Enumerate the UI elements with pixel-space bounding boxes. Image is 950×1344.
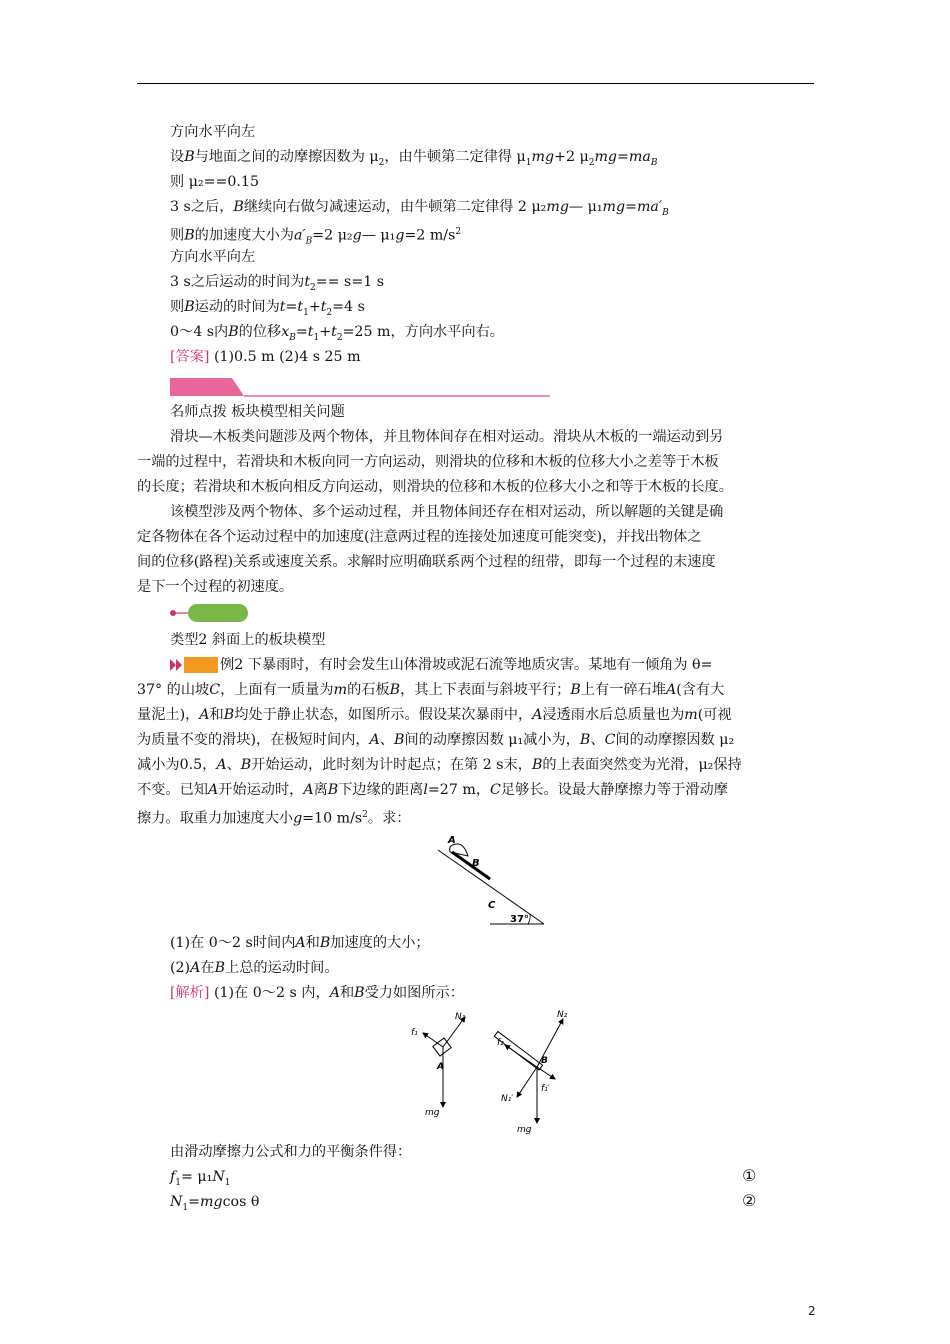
- slope-line: [438, 850, 544, 924]
- example-line: 擦力。取重力加速度大小g=10 $m/s^2$。求：: [137, 810, 411, 827]
- board-b-forces: [494, 1010, 567, 1135]
- bullet-green-pill: [188, 604, 248, 622]
- tips-paragraph-line: 间的位移(路程)关系或速度关系。求解时应明确联系两个过程的纽带，即每一个过程的末速度: [137, 554, 716, 570]
- example-line: 37° 的山坡C，上面有一质量为m的石板B，其上下表面与斜坡平行；B上有一碎石堆A(含有大: [137, 682, 725, 698]
- text-line: 方向水平向左: [170, 124, 256, 140]
- label-n1p: N₁′: [501, 1094, 514, 1104]
- arrow-f1p: [537, 1067, 555, 1079]
- board-b: [452, 852, 490, 879]
- tips-paragraph-line: 是下一个过程的初速度。: [137, 579, 294, 595]
- label-c: C: [488, 900, 496, 911]
- answer-tag: [答案]: [170, 349, 210, 365]
- equation-1: $f_1= \mu_1N_1$: [170, 1169, 231, 1188]
- equation-2-number: ②: [742, 1191, 757, 1210]
- equation-1-number: ①: [742, 1166, 757, 1185]
- block-a-forces: [411, 1012, 466, 1118]
- text-line: 方向水平向左: [170, 249, 256, 265]
- example-line: 减小为0.5，A、B开始运动，此时刻为计时起点；在第 2 s末，B的上表面突然变为光滑，μ₂保持: [137, 757, 742, 773]
- example-line: 不变。已知A开始运动时，A离B下边缘的距离l=27 m，C足够长。设最大静摩擦力等于滑动摩: [137, 782, 728, 798]
- tips-paragraph-line: 滑块—木板类问题涉及两个物体，并且物体间存在相对运动。滑块从木板的一端运动到另: [170, 429, 724, 445]
- label-n2: N₂: [557, 1010, 568, 1020]
- label-angle: 37°: [510, 914, 529, 925]
- question-line: (1)在 0～2 s时间内A和B加速度的大小；: [170, 935, 430, 951]
- label-n1: N₁: [455, 1012, 466, 1022]
- block-a: [433, 1038, 451, 1056]
- label-f1p: f₁′: [541, 1084, 550, 1094]
- label-b2: B: [541, 1056, 548, 1066]
- bullet-dot: [170, 610, 176, 616]
- label-b: B: [472, 858, 480, 869]
- text-line: 设B与地面之间的动摩擦因数为 $\mu_2$，由牛顿第二定律得 $\mu_1mg+2$ $\mu_2mg=ma_B$: [170, 149, 658, 168]
- text-line: 则B运动的时间为$t=t_1+t_2=4$ s: [170, 299, 365, 318]
- text-line: 0～4 s内B的位移$x_B=t_1+t_2=25$ m，方向水平向右。: [170, 324, 504, 343]
- equation-2: $N_1=mgcos$ θ: [170, 1194, 260, 1213]
- marker-arrow-2: [176, 659, 182, 671]
- tips-paragraph-line: 一端的过程中，若滑块和木板向同一方向运动，则滑块的位移和木板的位移大小之差等于木板: [137, 454, 719, 470]
- tips-paragraph-line: 定各物体在各个运动过程中的加速度(注意两过程的连接处加速度可能突变)，并找出物体之: [137, 529, 702, 545]
- text-line: 3 s之后运动的时间为$t_2== s=1$ s: [170, 274, 385, 293]
- type2-title: 类型2 斜面上的板块模型: [170, 632, 326, 648]
- analysis-line: [解析] (1)在 0～2 s 内，A和B受力如图所示：: [170, 985, 464, 1001]
- tips-paragraph-line: 该模型涉及两个物体、多个运动过程，并且物体间还存在相对运动，所以解题的关键是确: [170, 504, 724, 520]
- text-line: 由滑动摩擦力公式和力的平衡条件得：: [170, 1144, 412, 1160]
- marker-orange-box: [184, 657, 218, 673]
- example-line: 量泥土)，A和B均处于静止状态，如图所示。假设某次暴雨中，A浸透雨水后总质量也为m(可视: [137, 707, 732, 723]
- slope-figure: [430, 830, 550, 930]
- page-number: 2: [808, 1304, 816, 1318]
- example-line: 为质量不变的滑块)，在极短时间内，A、B间的动摩擦因数 μ₁减小为，B、C间的动摩擦因数 μ₂: [137, 732, 735, 748]
- text-line: 则B的加速度大小为$a'_B=2$ μ₂g— μ₁g=2 $m/s^2$: [170, 227, 462, 247]
- tips-paragraph-line: 的长度；若滑块和木板向相反方向运动，则滑块的位移和木板的位移大小之和等于木板的长度。: [137, 479, 733, 495]
- label-f2: f₂: [497, 1038, 504, 1048]
- arrow-n1p: [517, 1067, 537, 1097]
- question-line: (2)A在B上总的运动时间。: [170, 960, 339, 976]
- label-f1: f₁: [411, 1028, 418, 1038]
- example-line: 例2 下暴雨时，有时会发生山体滑坡或泥石流等地质灾害。某地有一倾角为 θ=: [220, 657, 713, 673]
- tips-title: 名师点拨 板块模型相关问题: [170, 404, 345, 420]
- text-line: 3 s之后，B继续向右做匀减速运动，由牛顿第二定律得 2 μ₂mg— $\mu_1mg=ma'_B$: [170, 199, 669, 218]
- label-mg-b: mg: [517, 1125, 532, 1135]
- analysis-tag: [解析]: [170, 985, 210, 1001]
- header-rule: [137, 83, 814, 84]
- tips-banner: [170, 378, 550, 398]
- text-line: 则 μ₂==0.15: [170, 174, 259, 190]
- marker-arrow-1: [170, 659, 176, 671]
- example-marker: [170, 656, 220, 674]
- label-a2: A: [437, 1062, 444, 1072]
- example-label: 例2: [220, 657, 244, 673]
- arrow-f1: [423, 1033, 443, 1047]
- banner-pink-shape: [170, 378, 244, 396]
- force-diagram: [405, 1005, 575, 1135]
- section-bullet: [168, 603, 250, 623]
- label-a: A: [448, 835, 456, 846]
- label-mg-a: mg: [425, 1108, 440, 1118]
- answer-line: [答案] (1)0.5 m (2)4 s 25 m: [170, 349, 361, 365]
